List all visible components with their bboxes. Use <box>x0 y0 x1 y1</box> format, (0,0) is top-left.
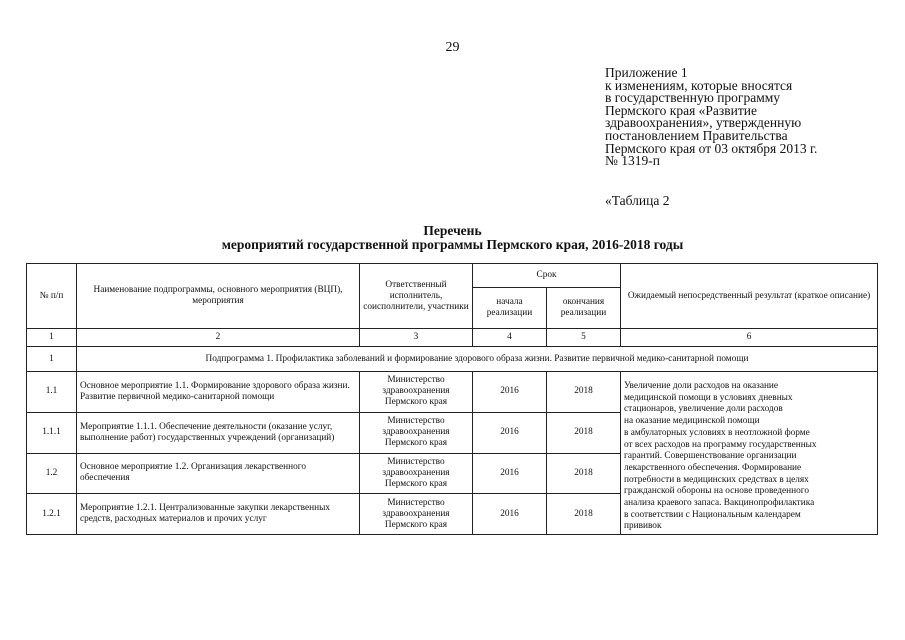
result-line: гражданской обороны на основе проведенного <box>624 486 809 497</box>
header-result: Ожидаемый непосредственный результат (краткое описание) <box>621 264 878 329</box>
column-numbers-row <box>27 329 878 347</box>
appendix-line: здравоохранения», утвержденную <box>605 115 802 131</box>
row-executor: Министерство здравоохранения Пермского края <box>360 494 473 535</box>
appendix-line: к изменениям, которые вносятся <box>605 77 793 93</box>
column-number: 2 <box>77 329 360 347</box>
row-name: Мероприятие 1.1.1. Обеспечение деятельности (оказание услуг, выполнение работ) государственных учреждений (организаций) <box>77 412 360 453</box>
appendix-block <box>605 67 895 168</box>
column-number: 6 <box>621 329 878 347</box>
measures-table <box>26 263 878 535</box>
header-start: начала реализации <box>473 288 547 329</box>
result-cell <box>621 372 878 535</box>
result-line: стационаров, увеличение доли расходов <box>624 404 783 415</box>
header-row <box>27 264 878 288</box>
row-end: 2018 <box>547 453 621 494</box>
row-executor: Министерство здравоохранения Пермского края <box>360 453 473 494</box>
result-line: в соответствии с Национальным календарем <box>624 509 801 520</box>
result-line: на оказание медицинской помощи <box>624 416 760 427</box>
table-row <box>27 372 878 413</box>
row-executor: Министерство здравоохранения Пермского края <box>360 412 473 453</box>
row-start: 2016 <box>473 494 547 535</box>
subprogram-title: Подпрограмма 1. Профилактика заболеваний и формирование здорового образа жизни. Развитие первичной медико-санитарной помощи <box>77 347 878 372</box>
header-term: Срок <box>473 264 621 288</box>
title-line-2: мероприятий государственной программы Пермского края, 2016-2018 годы <box>221 237 684 252</box>
row-end: 2018 <box>547 412 621 453</box>
subprogram-num: 1 <box>27 347 77 372</box>
result-line: медицинской помощи в условиях дневных <box>624 392 793 403</box>
row-num: 1.2 <box>27 453 77 494</box>
appendix-line: в государственную программу <box>605 90 781 106</box>
header-name: Наименование подпрограммы, основного мероприятия (ВЦП), мероприятия <box>77 264 360 329</box>
page-number: 29 <box>445 40 460 55</box>
row-num: 1.1 <box>27 372 77 413</box>
header-num: № п/п <box>27 264 77 329</box>
appendix-line: № 1319-п <box>605 153 660 169</box>
row-executor: Министерство здравоохранения Пермского края <box>360 372 473 413</box>
row-name: Основное мероприятие 1.1. Формирование здорового образа жизни. Развитие первичной медико-санитарной помощи <box>77 372 360 413</box>
appendix-line: Приложение 1 <box>605 65 688 80</box>
row-num: 1.1.1 <box>27 412 77 453</box>
result-line: потребности в медицинских средствах в целях <box>624 474 809 485</box>
result-line: в амбулаторных условиях в неотложной форме <box>624 427 810 438</box>
column-number: 3 <box>360 329 473 347</box>
row-num: 1.2.1 <box>27 494 77 535</box>
result-line: лекарственного обеспечения. Формирование <box>624 462 802 473</box>
row-name: Мероприятие 1.2.1. Централизованные закупки лекарственных средств, расходных материалов и прочих услуг <box>77 494 360 535</box>
row-start: 2016 <box>473 412 547 453</box>
result-line: гарантий. Совершенствование организации <box>624 451 797 462</box>
row-start: 2016 <box>473 453 547 494</box>
table-label: «Таблица 2 <box>605 193 670 208</box>
appendix-line: Пермского края «Развитие <box>605 102 757 118</box>
appendix-line: Пермского края от 03 октября 2013 г. <box>605 140 818 156</box>
column-number: 4 <box>473 329 547 347</box>
row-start: 2016 <box>473 372 547 413</box>
row-end: 2018 <box>547 494 621 535</box>
row-name: Основное мероприятие 1.2. Организация лекарственного обеспечения <box>77 453 360 494</box>
result-line: анализа краевого запаса. Вакцинопрофилактика <box>624 498 815 509</box>
appendix-line: постановлением Правительства <box>605 127 788 143</box>
column-number: 1 <box>27 329 77 347</box>
header-executor: Ответственный исполнитель, соисполнители, участники <box>360 264 473 329</box>
result-line: Увеличение доли расходов на оказание <box>624 381 779 391</box>
subprogram-row <box>27 347 878 372</box>
result-line: прививок <box>624 521 662 532</box>
title-line-1: Перечень <box>423 223 482 238</box>
row-end: 2018 <box>547 372 621 413</box>
header-end: окончания реализации <box>547 288 621 329</box>
column-number: 5 <box>547 329 621 347</box>
result-line: от всех расходов на программу государственных <box>624 439 817 450</box>
document-title <box>0 224 905 252</box>
